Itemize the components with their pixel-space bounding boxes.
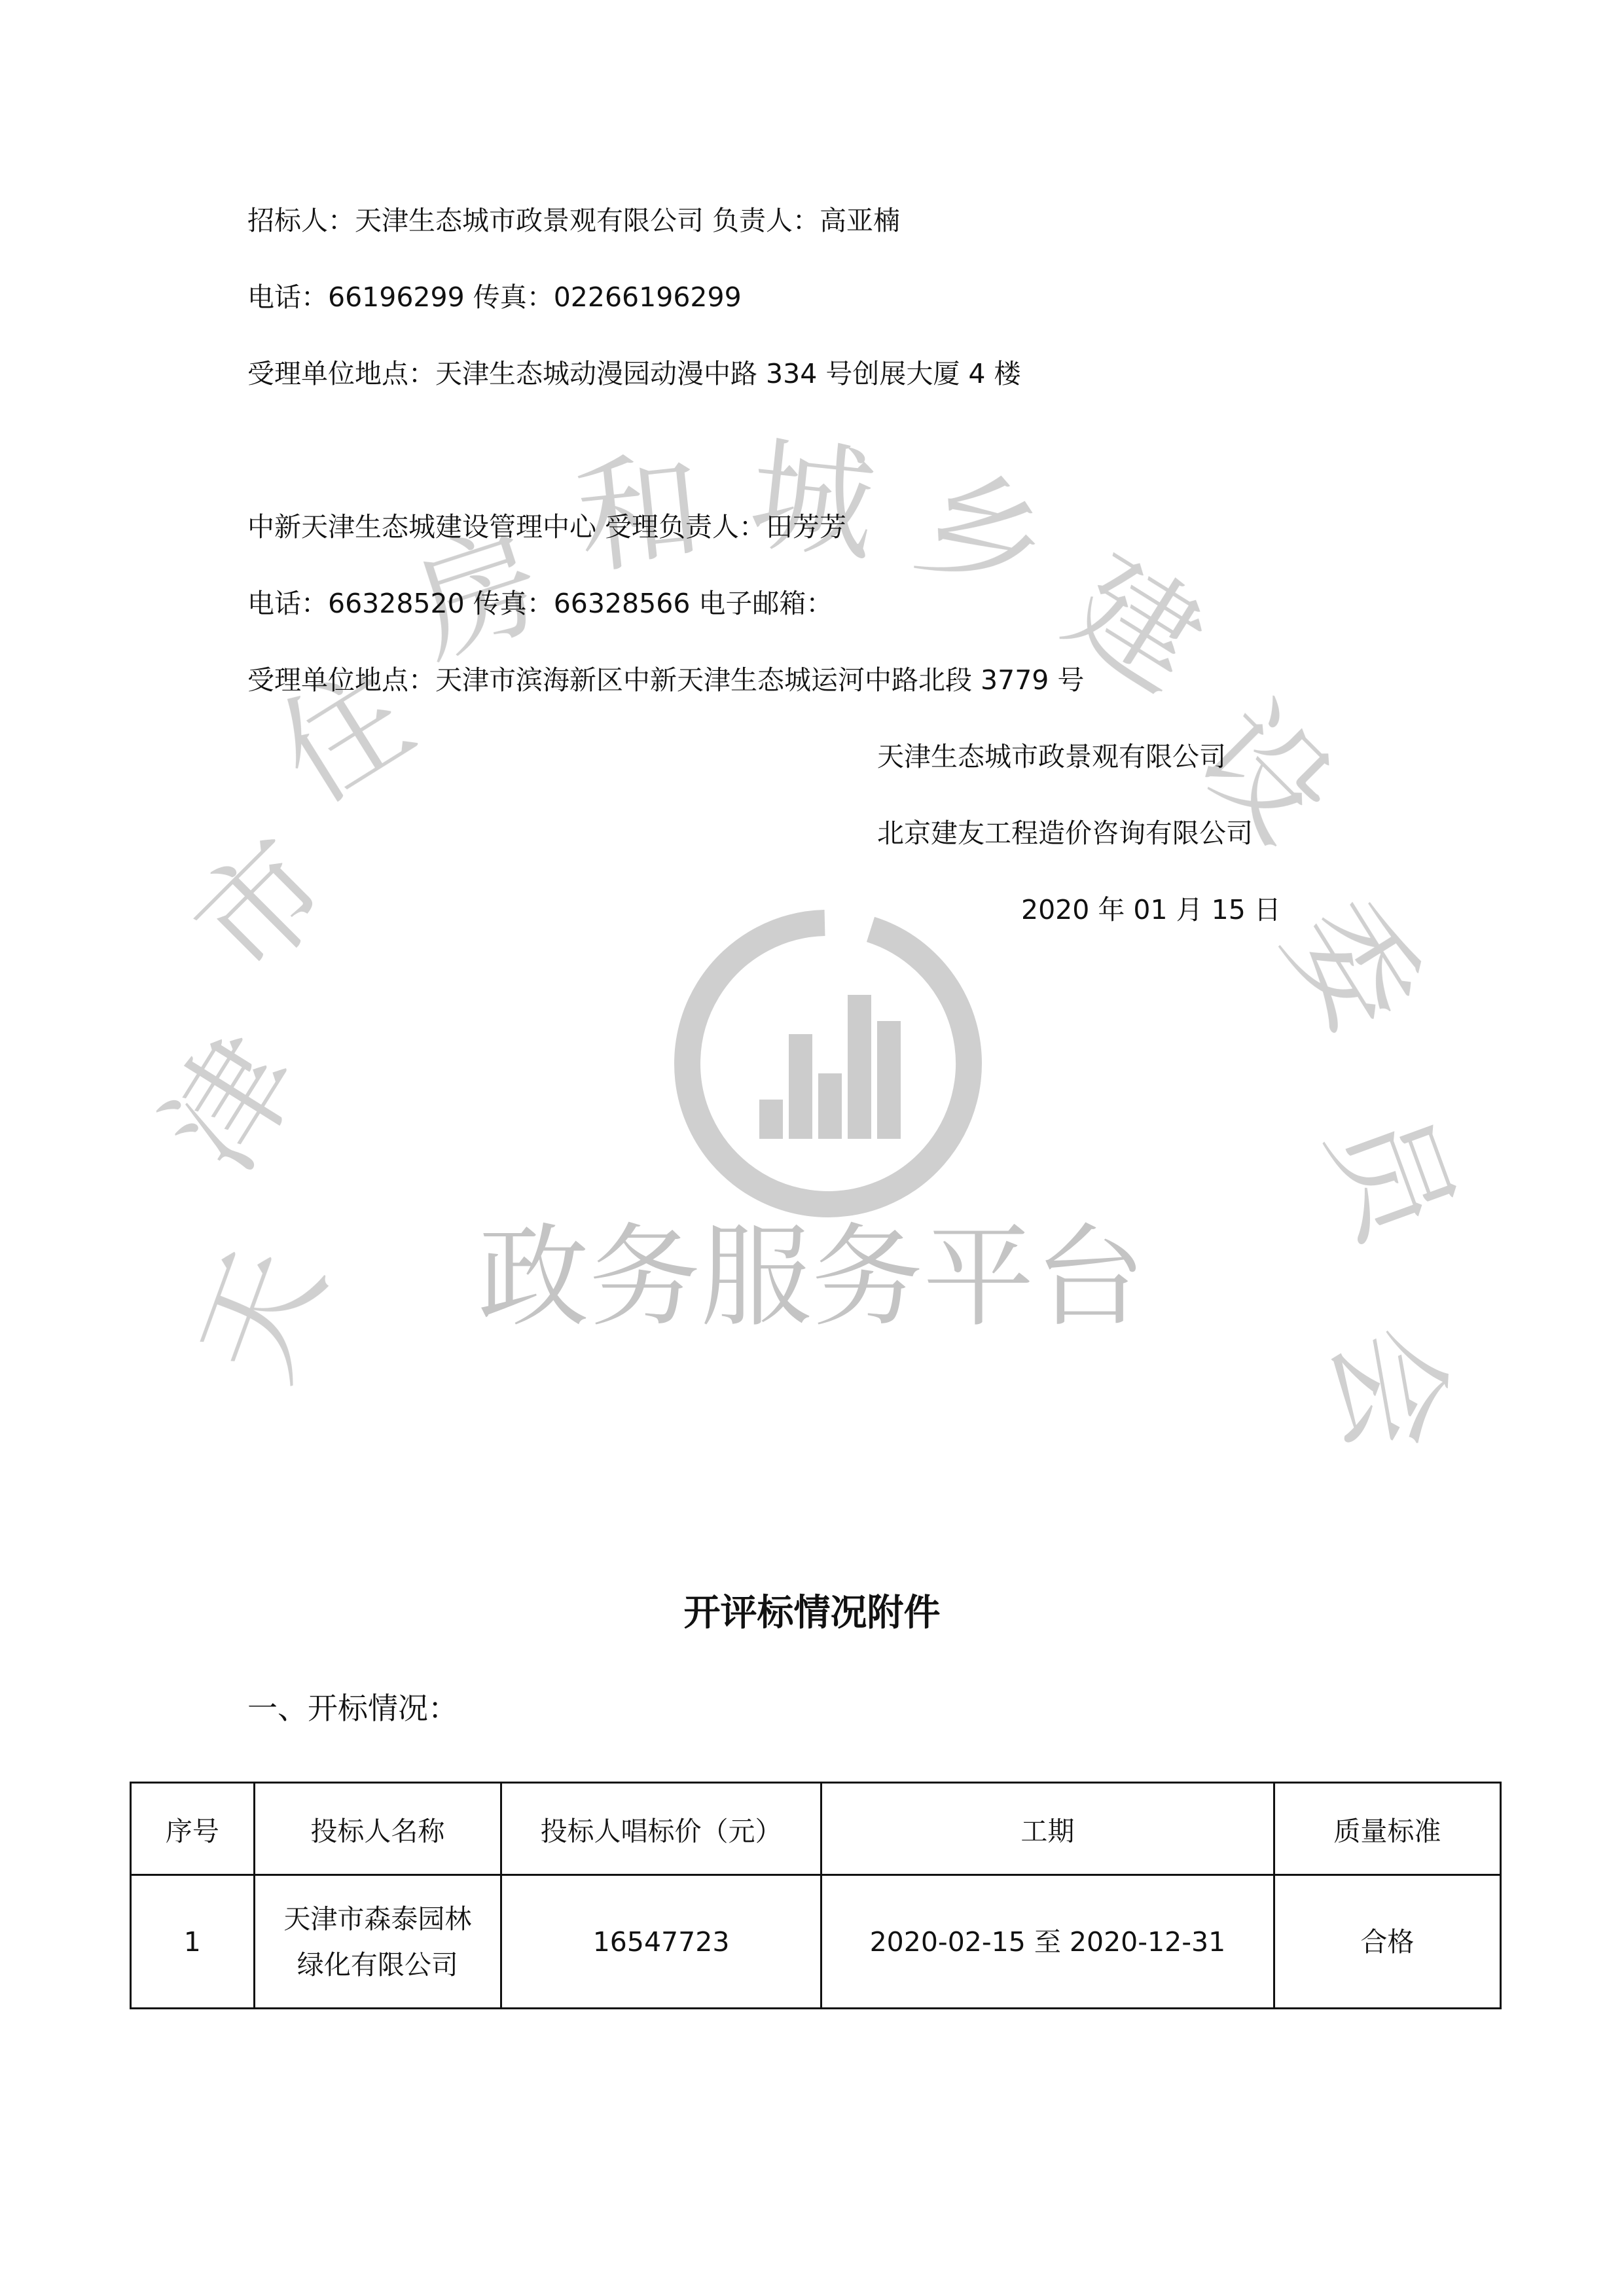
cell-quality: 合格 [1274,1875,1500,2009]
signature-org-2: 北京建友工程造价咨询有限公司 [877,817,1253,849]
header-period: 工期 [821,1783,1274,1875]
bid-table-header-row [131,1783,1501,1875]
agency-line: 中新天津生态城建设管理中心 受理负责人：田芳芳 [247,511,847,543]
section-heading: 一、开标情况： [247,1691,458,1726]
cell-no: 1 [131,1875,255,2009]
table-row [131,1875,1501,2009]
header-no: 序号 [131,1783,255,1875]
watermark-center-text: 政务服务平台 [477,1213,1146,1342]
watermark-char-6: 和 [570,435,710,592]
watermark-char-8: 乡 [901,446,1064,623]
tenderer-line: 招标人：天津生态城市政景观有限公司 负责人：高亚楠 [247,205,901,236]
watermark-char-12: 员 [1301,1092,1480,1259]
cell-bidder [254,1875,501,2009]
watermark-char-4: 住 [253,641,435,831]
watermark-char-5: 房 [396,506,560,683]
signature-date: 2020 年 01 月 15 日 [1021,894,1281,925]
header-bidder: 投标人名称 [254,1783,501,1875]
watermark-char-10: 设 [1170,677,1361,869]
header-price: 投标人唱标价（元） [501,1783,821,1875]
watermark-char-7: 城 [743,422,882,579]
cell-period: 2020-02-15 至 2020-12-31 [821,1875,1274,2009]
header-quality: 质量标准 [1274,1783,1500,1875]
watermark-char-2: 津 [137,1011,327,1194]
cell-price: 16547723 [501,1875,821,2009]
watermark-char-3: 市 [167,812,358,1003]
signature-org-1: 天津生态城市政景观有限公司 [877,741,1226,772]
tenderer-contact: 电话：66196299 传真：02266196299 [247,281,742,313]
watermark-char-13: 会 [1306,1315,1471,1463]
watermark-char-11: 委 [1257,874,1447,1057]
agency-contact: 电话：66328520 传真：66328566 电子邮箱： [247,588,833,619]
watermark-emblem [687,923,969,1204]
tenderer-address: 受理单位地点：天津生态城动漫园动漫中路 334 号创展大厦 4 楼 [247,358,1021,389]
watermark-char-1: 天 [173,1231,352,1398]
watermark-char-9: 建 [1045,530,1227,719]
cell-bidder-text: 天津市森泰园林绿化有限公司 [283,1903,472,1981]
bid-table [130,1782,1502,2009]
agency-address: 受理单位地点：天津市滨海新区中新天津生态城运河中路北段 3779 号 [247,664,1085,696]
attachment-title: 开评标情况附件 [683,1592,941,1634]
